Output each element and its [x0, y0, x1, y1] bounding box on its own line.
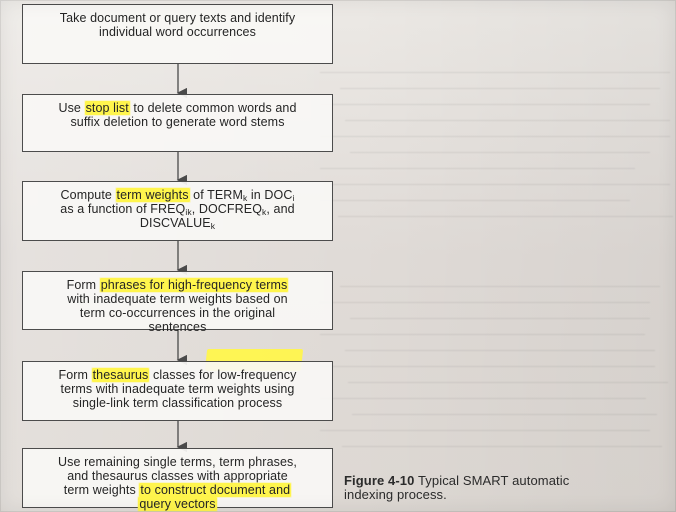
process-box-4-line-3: term co-occurrences in the original: [79, 306, 276, 320]
process-box-5-line-1-prefix: Form: [58, 368, 92, 382]
bleed-through-line: [320, 104, 650, 105]
process-box-5-line-1-suffix: classes for low-frequency: [149, 368, 297, 382]
process-box-1: [22, 4, 333, 64]
term-weights-highlight: term weights: [116, 188, 189, 202]
bleed-through-line: [320, 366, 655, 367]
bleed-through-line: [350, 318, 650, 319]
process-box-3-line-1-prefix: Compute: [60, 188, 116, 202]
discvalue-subscript: k: [210, 221, 216, 231]
figure-caption-text-1: Typical SMART automatic: [417, 473, 570, 488]
bleed-through-line: [345, 350, 655, 351]
process-box-3-line-1-mid: of TERM: [189, 188, 243, 202]
process-box-3-line-1: [31, 188, 324, 202]
process-box-3-line-3-prefix: DISCVALUE: [139, 216, 211, 230]
bleed-through-line: [338, 216, 673, 217]
phrases-highlight: phrases for high-frequency terms: [100, 278, 288, 292]
doc-subscript: i: [292, 193, 295, 203]
process-box-4-line-1: [31, 278, 324, 292]
process-box-4: [22, 271, 333, 334]
docfreq-subscript: k: [262, 207, 267, 217]
bleed-through-line: [352, 414, 657, 415]
term-subscript: k: [242, 193, 248, 203]
process-box-2: [22, 94, 333, 152]
bleed-through-line: [320, 302, 650, 303]
process-box-3-line-2: [31, 202, 324, 216]
figure-caption-label: Figure 4-10: [344, 473, 415, 488]
bleed-through-line: [320, 334, 645, 335]
process-box-4-line-1-prefix: Form: [66, 278, 100, 292]
bleed-through-line: [340, 88, 660, 89]
bleed-through-line: [348, 382, 668, 383]
process-box-6-line-1: Use remaining single terms, term phrases,: [58, 455, 297, 469]
process-box-3-line-2-prefix: as a function of FREQ: [60, 202, 186, 216]
process-box-1-line-2: individual word occurrences: [99, 25, 256, 39]
process-box-5-content: [31, 368, 324, 410]
query-vectors-highlight: query vectors: [139, 497, 216, 511]
bleed-through-line: [320, 200, 630, 201]
process-box-6-line-2: and thesaurus classes with appropriate: [67, 469, 288, 483]
process-box-6-line-4: [31, 497, 324, 511]
process-box-5-line-2: terms with inadequate term weights using: [60, 382, 295, 396]
process-box-4-line-2: with inadequate term weights based on: [67, 292, 288, 306]
process-box-2-line-1-prefix: Use: [58, 101, 85, 115]
process-box-2-line-2: suffix deletion to generate word stems: [70, 115, 285, 129]
figure-caption: [344, 474, 674, 502]
bleed-through-line: [342, 446, 662, 447]
process-box-3-line-2-suffix: , and: [266, 202, 295, 216]
process-box-5: [22, 361, 333, 421]
process-box-4-line-4: sentences: [148, 320, 207, 334]
figure-caption-line-2: indexing process.: [344, 487, 447, 502]
bleed-through-line: [340, 286, 660, 287]
freq-subscript: ik: [185, 207, 192, 217]
thesaurus-highlight: thesaurus: [92, 368, 149, 382]
process-box-1-line-1: Take document or query texts and identify: [59, 11, 296, 25]
process-box-5-line-3: single-link term classification process: [72, 396, 283, 410]
construct-vectors-highlight: to construct document and: [140, 483, 291, 497]
figure-caption-line-1: [344, 474, 674, 488]
bleed-through-line: [345, 120, 670, 121]
stop-list-highlight: stop list: [85, 101, 129, 115]
bleed-through-line: [320, 72, 670, 73]
process-box-3: [22, 181, 333, 241]
process-box-3-line-2-mid: , DOCFREQ: [191, 202, 263, 216]
process-box-3-line-1-mid-2: in DOC: [247, 188, 293, 202]
process-box-6-line-3: [31, 483, 324, 497]
process-box-5-line-1: [31, 368, 324, 382]
bleed-through-line: [320, 168, 635, 169]
bleed-through-line: [320, 398, 646, 399]
bleed-through-line: [330, 184, 670, 185]
process-box-6: [22, 448, 333, 511]
bleed-through-line: [320, 136, 670, 137]
process-box-6-line-3-prefix: term weights: [63, 483, 140, 497]
bleed-through-line: [320, 430, 650, 431]
process-box-2-line-1: [31, 101, 324, 115]
bleed-through-line: [350, 152, 650, 153]
process-box-3-line-3: [31, 216, 324, 230]
process-box-2-line-1-suffix: to delete common words and: [129, 101, 297, 115]
